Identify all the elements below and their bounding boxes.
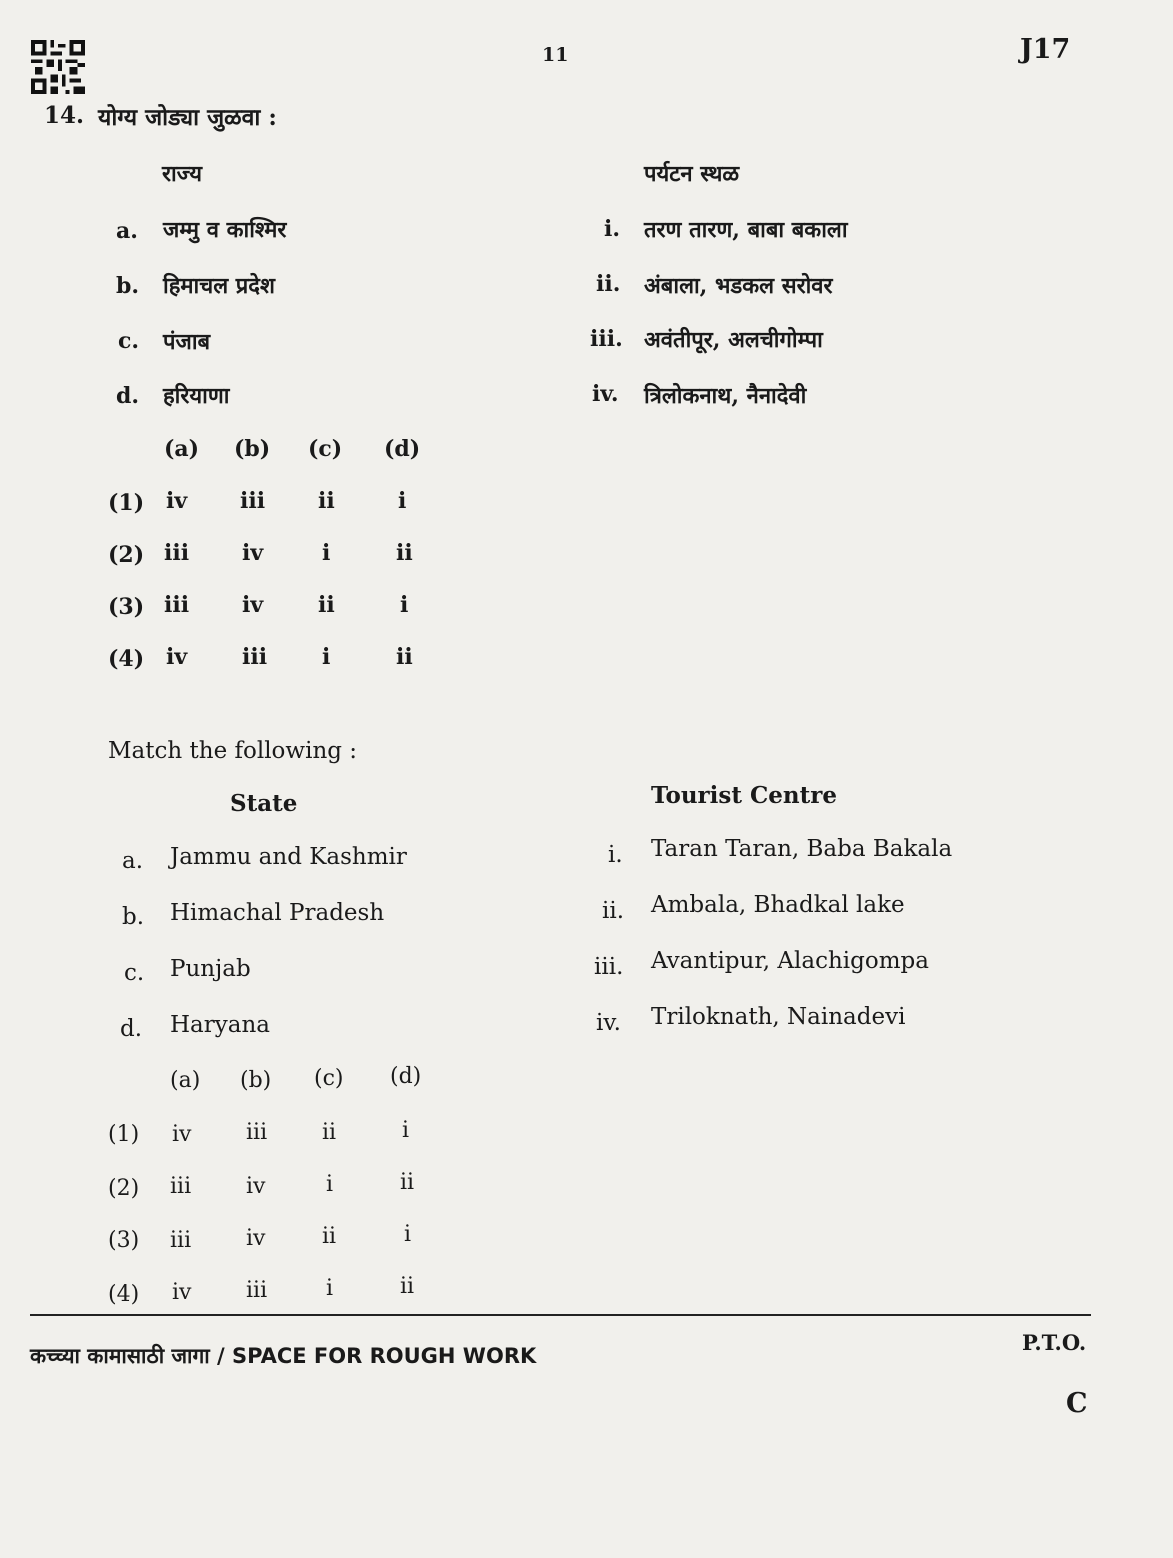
- marathi-left-key: b.: [116, 273, 140, 299]
- option-value: iv: [166, 488, 188, 514]
- option-value: ii: [396, 644, 413, 670]
- page-number: 11: [542, 44, 569, 66]
- option-number: (2): [108, 1176, 140, 1201]
- english-right-key: i.: [608, 842, 623, 868]
- english-right-item: Triloknath, Nainadevi: [651, 1004, 906, 1030]
- option-number: (1): [108, 490, 145, 516]
- english-right-item: Avantipur, Alachigompa: [651, 948, 929, 974]
- option-value: iv: [172, 1280, 192, 1305]
- marathi-left-key: c.: [118, 328, 140, 354]
- marathi-right-item: त्रिलोकनाथ, नैनादेवी: [644, 383, 807, 409]
- marathi-header-tourist-centre: पर्यटन स्थळ: [644, 161, 740, 187]
- option-value: ii: [400, 1170, 415, 1195]
- marathi-left-item: हरियाणा: [163, 383, 230, 409]
- option-value: iii: [170, 1174, 192, 1199]
- question-title-marathi: योग्य जोड्या जुळवा :: [98, 104, 277, 131]
- marathi-right-key: i.: [604, 216, 621, 242]
- option-value: ii: [322, 1224, 337, 1249]
- marathi-right-item: अंबाला, भडकल सरोवर: [644, 273, 833, 299]
- option-value: iii: [170, 1228, 192, 1253]
- marathi-right-key: ii.: [596, 271, 621, 297]
- option-value: i: [326, 1276, 334, 1301]
- english-right-key: iii.: [594, 954, 624, 980]
- marathi-left-key: d.: [116, 383, 140, 409]
- marathi-right-key: iv.: [592, 381, 619, 407]
- english-left-item: Punjab: [170, 956, 251, 982]
- option-value: i: [404, 1222, 412, 1247]
- english-right-key: ii.: [602, 898, 625, 924]
- english-header-tourist-centre: Tourist Centre: [651, 782, 838, 809]
- english-left-item: Himachal Pradesh: [170, 900, 385, 926]
- option-value: iv: [246, 1174, 266, 1199]
- option-value: iv: [166, 644, 188, 670]
- option-value: ii: [318, 488, 335, 514]
- option-value: i: [322, 644, 331, 670]
- english-left-item: Haryana: [170, 1012, 270, 1038]
- option-value: i: [398, 488, 407, 514]
- option-value: iv: [246, 1226, 266, 1251]
- option-value: iii: [240, 488, 266, 514]
- english-left-key: c.: [124, 960, 145, 986]
- marathi-header-state: राज्य: [162, 161, 203, 187]
- option-value: iii: [164, 592, 190, 618]
- option-column-header: (a): [164, 436, 200, 462]
- marathi-left-item: पंजाब: [163, 329, 211, 355]
- option-number: (2): [108, 542, 145, 568]
- option-value: ii: [322, 1120, 337, 1145]
- paper-code: J17: [1020, 34, 1071, 65]
- marathi-left-item: जम्मु व काश्मिर: [163, 217, 287, 243]
- pto-label: P.T.O.: [1022, 1330, 1087, 1355]
- option-number: (4): [108, 646, 145, 672]
- option-column-header: (c): [314, 1066, 344, 1091]
- option-value: i: [400, 592, 409, 618]
- option-column-header: (d): [390, 1064, 422, 1089]
- option-value: iv: [242, 592, 264, 618]
- option-value: iv: [172, 1122, 192, 1147]
- option-value: i: [402, 1118, 410, 1143]
- option-number: (1): [108, 1122, 140, 1147]
- option-number: (4): [108, 1282, 140, 1307]
- option-value: iv: [242, 540, 264, 566]
- question-title-english: Match the following :: [108, 738, 358, 764]
- english-left-item: Jammu and Kashmir: [170, 844, 407, 870]
- english-right-item: Taran Taran, Baba Bakala: [651, 836, 953, 862]
- english-left-key: b.: [122, 904, 145, 930]
- option-column-header: (b): [234, 436, 271, 462]
- option-value: iii: [242, 644, 268, 670]
- option-value: ii: [400, 1274, 415, 1299]
- marathi-right-item: तरण तारण, बाबा बकाला: [644, 217, 848, 243]
- footer-divider: [30, 1314, 1091, 1316]
- option-value: iii: [246, 1120, 268, 1145]
- marathi-right-item: अवंतीपूर, अलचीगोम्पा: [644, 327, 823, 353]
- english-right-key: iv.: [596, 1010, 621, 1036]
- marathi-left-item: हिमाचल प्रदेश: [163, 273, 275, 299]
- option-column-header: (a): [170, 1068, 201, 1093]
- option-value: i: [322, 540, 331, 566]
- option-value: ii: [318, 592, 335, 618]
- question-number: 14.: [44, 102, 85, 129]
- english-right-item: Ambala, Bhadkal lake: [651, 892, 905, 918]
- english-left-key: a.: [122, 848, 144, 874]
- option-value: iii: [246, 1278, 268, 1303]
- rough-work-label: कच्च्या कामासाठी जागा / SPACE FOR ROUGH WORK: [30, 1344, 537, 1368]
- english-header-state: State: [230, 790, 298, 817]
- option-number: (3): [108, 594, 145, 620]
- option-number: (3): [108, 1228, 140, 1253]
- marathi-left-key: a.: [116, 218, 138, 244]
- option-column-header: (c): [308, 436, 343, 462]
- option-column-header: (d): [384, 436, 421, 462]
- english-left-key: d.: [120, 1016, 143, 1042]
- option-value: ii: [396, 540, 413, 566]
- option-value: i: [326, 1172, 334, 1197]
- question-set-code: C: [1066, 1388, 1088, 1419]
- qr-code-icon: [30, 40, 86, 94]
- option-column-header: (b): [240, 1068, 272, 1093]
- marathi-right-key: iii.: [590, 326, 623, 352]
- option-value: iii: [164, 540, 190, 566]
